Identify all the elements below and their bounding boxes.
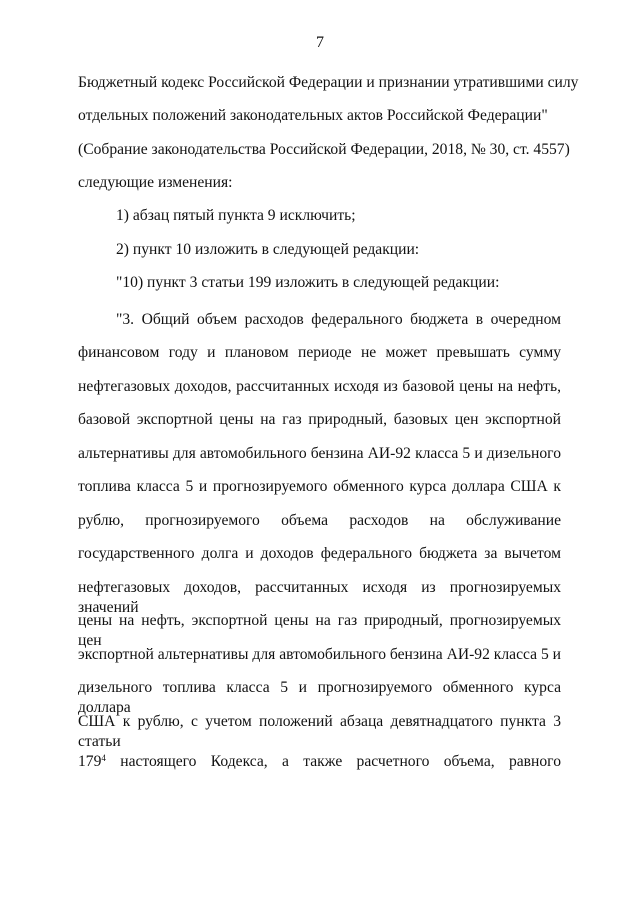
text-line: базовой экспортной цены на газ природный, базовых цен экспортной <box>78 411 561 428</box>
text-line: экспортной альтернативы для автомобильного бензина АИ-92 класса 5 и <box>78 646 561 663</box>
text-line: Бюджетный кодекс Российской Федерации и признании утратившими силу <box>78 74 579 91</box>
last-line-text: настоящего Кодекса, а также расчетного объема, равного <box>120 753 561 770</box>
text-line: "3. Общий объем расходов федерального бюджета в очередном <box>116 311 561 328</box>
page-number: 7 <box>316 34 324 51</box>
text-line-last <box>78 752 561 772</box>
text-line: "10) пункт 3 статьи 199 изложить в следующей редакции: <box>116 274 500 291</box>
text-line: нефтегазовых доходов, рассчитанных исходя из прогнозируемых значений <box>78 579 561 616</box>
text-line: государственного долга и доходов федерального бюджета за вычетом <box>78 545 561 562</box>
article-superscript: 4 <box>101 753 106 763</box>
text-line: рублю, прогнозируемого объема расходов на обслуживание <box>78 512 561 529</box>
text-line: альтернативы для автомобильного бензина АИ-92 класса 5 и дизельного <box>78 445 561 462</box>
article-number: 179 <box>78 753 102 770</box>
text-line: нефтегазовых доходов, рассчитанных исходя из базовой цены на нефть, <box>78 378 561 395</box>
text-line: финансовом году и плановом периоде не может превышать сумму <box>78 344 561 361</box>
text-line: следующие изменения: <box>78 174 233 191</box>
text-line: отдельных положений законодательных актов Российской Федерации" <box>78 107 548 124</box>
text-line: топлива класса 5 и прогнозируемого обменного курса доллара США к <box>78 478 561 495</box>
text-line: (Собрание законодательства Российской Федерации, 2018, № 30, ст. 4557) <box>78 141 570 158</box>
text-line: 1) абзац пятый пункта 9 исключить; <box>116 207 356 224</box>
text-line: 2) пункт 10 изложить в следующей редакции: <box>116 241 420 258</box>
text-line: США к рублю, с учетом положений абзаца девятнадцатого пункта 3 статьи <box>78 713 561 750</box>
text-line: дизельного топлива класса 5 и прогнозируемого обменного курса доллара <box>78 679 561 716</box>
text-line: цены на нефть, экспортной цены на газ природный, прогнозируемых цен <box>78 612 561 649</box>
